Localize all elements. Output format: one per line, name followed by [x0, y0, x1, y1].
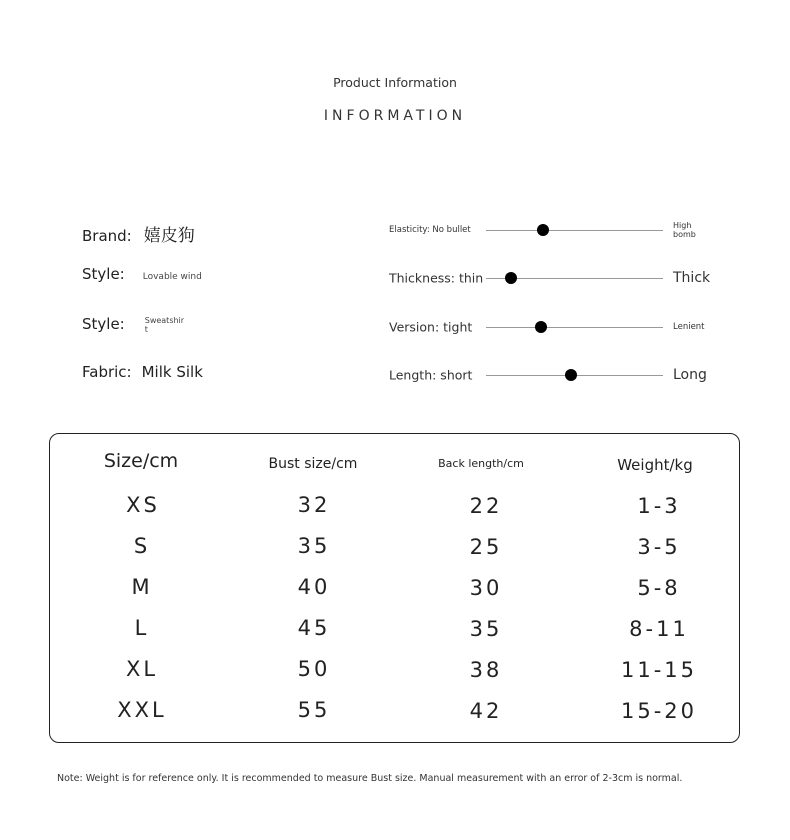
version-track — [486, 327, 663, 328]
size-table — [49, 433, 740, 743]
version-scale — [389, 315, 719, 339]
length-knob — [565, 369, 577, 381]
cell-bust: 45 — [297, 616, 331, 640]
thickness-knob — [505, 272, 517, 284]
header-back-length: Back length/cm — [438, 457, 524, 470]
fabric-label: Fabric: — [82, 363, 132, 381]
cell-size: XXL — [117, 698, 167, 722]
cell-size: XS — [126, 493, 160, 517]
cell-size: L — [134, 616, 150, 640]
attr-brand — [82, 221, 195, 246]
brand-label: Brand: — [82, 227, 132, 245]
cell-back-length: 42 — [469, 699, 503, 723]
cell-size: S — [133, 534, 151, 558]
cell-size: XL — [125, 657, 159, 681]
header-subtitle: Product Information — [333, 75, 457, 90]
cell-weight: 5-8 — [637, 576, 681, 600]
cell-back-length: 35 — [469, 617, 503, 641]
cell-bust: 40 — [297, 575, 331, 599]
cell-back-length: 38 — [469, 658, 503, 682]
style-2-value: Sweatshirt — [144, 316, 185, 334]
cell-size: M — [131, 575, 153, 599]
thickness-left-label: Thickness: thin — [389, 270, 484, 286]
version-left-label: Version: tight — [389, 319, 473, 335]
attr-style-2 — [82, 315, 185, 340]
thickness-right-label: Thick — [673, 270, 711, 286]
brand-value: 嬉皮狗 — [143, 226, 195, 246]
length-scale — [389, 363, 719, 387]
cell-bust: 55 — [297, 698, 331, 722]
cell-back-length: 30 — [469, 576, 503, 600]
cell-weight: 11-15 — [620, 658, 698, 682]
version-right-label: Lenient — [673, 322, 705, 332]
style-1-label: Style: — [82, 265, 125, 283]
header-weight: Weight/kg — [617, 456, 693, 474]
version-knob — [535, 321, 547, 333]
style-2-label: Style: — [82, 315, 125, 333]
attr-style-1 — [82, 265, 202, 283]
cell-bust: 35 — [297, 534, 331, 558]
style-1-value: Lovable wind — [142, 272, 202, 282]
elasticity-scale — [389, 218, 719, 242]
elasticity-left-label: Elasticity: No bullet — [389, 225, 471, 235]
cell-weight: 3-5 — [637, 535, 681, 559]
header-title: INFORMATION — [323, 108, 467, 124]
header-size: Size/cm — [103, 450, 179, 472]
length-right-label: Long — [673, 367, 707, 383]
elasticity-track — [486, 230, 663, 231]
cell-back-length: 22 — [469, 494, 503, 518]
reference-note: Note: Weight is for reference only. It is recommended to measure Bust size. Manual measurement with an error of 2-3cm is normal. — [57, 773, 683, 784]
fabric-value: Milk Silk — [141, 363, 203, 381]
length-left-label: Length: short — [389, 367, 473, 383]
attr-fabric — [82, 363, 203, 381]
elasticity-knob — [537, 224, 549, 236]
elasticity-right-label: High bomb — [673, 221, 696, 239]
cell-back-length: 25 — [469, 535, 503, 559]
cell-weight: 15-20 — [620, 699, 698, 723]
cell-bust: 32 — [297, 493, 331, 517]
thickness-scale — [389, 266, 719, 290]
cell-weight: 8-11 — [629, 617, 689, 641]
cell-weight: 1-3 — [637, 494, 681, 518]
header-bust: Bust size/cm — [268, 456, 358, 472]
cell-bust: 50 — [297, 657, 331, 681]
